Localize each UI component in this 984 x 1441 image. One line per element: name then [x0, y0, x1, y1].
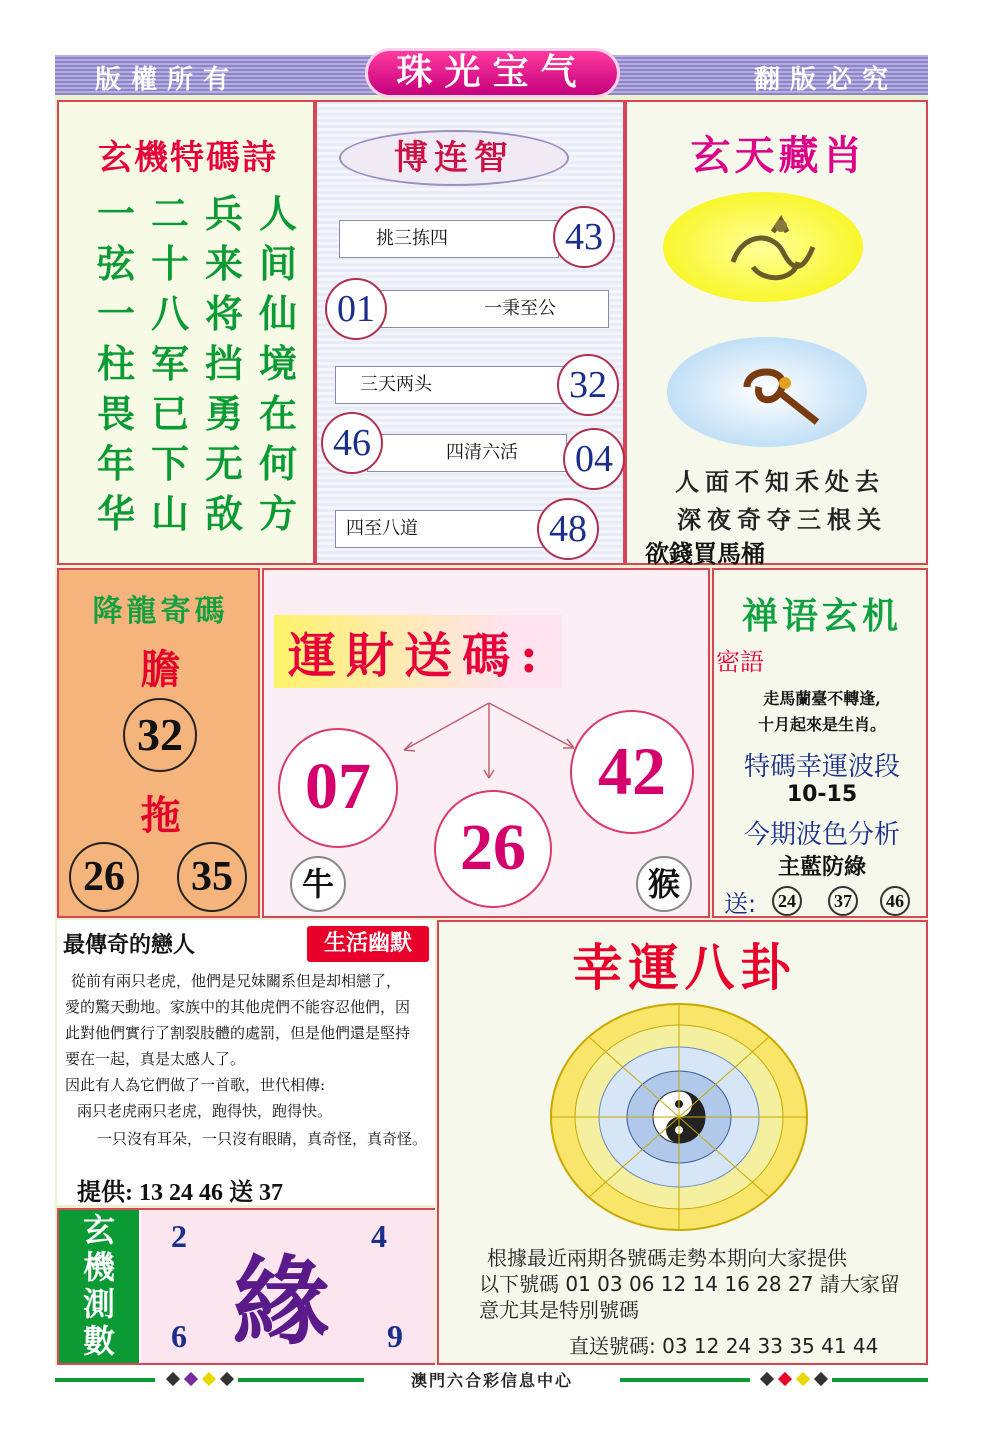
- idiom-text: 四清六活: [446, 442, 518, 463]
- number-circle: 42: [570, 710, 694, 834]
- chanyu-title: 禅语玄机: [741, 596, 902, 637]
- poem-char: 畏: [96, 392, 135, 436]
- send-number: 37: [828, 886, 858, 916]
- snake-icon: [667, 337, 867, 447]
- xuanji-number: 6: [171, 1318, 187, 1354]
- idiom-bar: [377, 290, 609, 328]
- number-circle: 32: [123, 698, 197, 772]
- verse-1: 走馬蘭臺不轉逢,: [763, 689, 881, 708]
- xuanji-inner: [141, 1210, 435, 1363]
- label-char: 測: [82, 1285, 115, 1323]
- yuncai-title: 運財送碼:: [274, 615, 562, 688]
- story-line: 因此有人為它們做了一首歌，世代相傳:: [65, 1076, 326, 1094]
- copyright-text: 版權所有: [95, 65, 240, 95]
- verse-2: 十月起來是生肖。: [757, 715, 886, 734]
- idiom-bar: [335, 366, 565, 404]
- xuanji-number: 4: [371, 1218, 387, 1254]
- story-line: 要在一起，真是太感人了。: [65, 1050, 246, 1068]
- label-char: 玄: [82, 1211, 115, 1249]
- xuantian-panel: [625, 100, 928, 568]
- footer-text: 澳門六合彩信息中心: [410, 1371, 573, 1390]
- poem-char: 人: [258, 192, 297, 236]
- number-circle: 07: [278, 728, 398, 848]
- center-character: 緣: [233, 1245, 329, 1358]
- hint-line-2: 深夜奇夺三根关: [677, 505, 887, 534]
- label-char: 數: [82, 1322, 115, 1360]
- poem-char: 境: [258, 342, 297, 386]
- zodiac-monkey: 猴: [636, 856, 692, 912]
- diamond-icon: [778, 1372, 792, 1386]
- poem-char: 已: [150, 392, 189, 436]
- story-badge: 生活幽默: [307, 926, 429, 962]
- idiom-text: 四至八道: [346, 518, 418, 539]
- diamond-icon: [760, 1372, 774, 1386]
- story-line: 愛的驚天動地。家族中的其他虎們不能容忍他們，因: [65, 998, 411, 1016]
- color-value: 主藍防綠: [777, 855, 866, 880]
- footer-line-right: [832, 1378, 928, 1382]
- poem-char: 弦: [96, 242, 135, 286]
- poem-char: 华: [96, 492, 135, 536]
- poem-char: 二: [150, 192, 189, 236]
- xuanji-number: 2: [171, 1218, 187, 1254]
- wave-label: 特碼幸運波段: [743, 752, 900, 782]
- poem-char: 来: [204, 242, 243, 286]
- poem-char: 一: [96, 292, 135, 336]
- jianglong-title: 降龍寄碼: [92, 594, 229, 629]
- diamond-icon: [814, 1372, 828, 1386]
- poem-char: 挡: [204, 342, 243, 386]
- story-line: 一只沒有耳朵，一只沒有眼睛，真奇怪，真奇怪。: [97, 1130, 428, 1148]
- diamond-icon: [166, 1372, 180, 1386]
- send-label: 送:: [724, 890, 757, 918]
- bolianzhi-panel: [315, 100, 625, 565]
- xuantian-title: 玄天藏肖: [690, 132, 867, 179]
- bagua-text-4: 直送號碼: 03 12 24 33 35 41 44: [569, 1334, 879, 1358]
- poem-char: 将: [204, 292, 243, 336]
- chanyu-panel: [712, 568, 928, 918]
- poem-char: 间: [258, 242, 297, 286]
- number-circle: 26: [69, 842, 139, 912]
- poem-char: 仙: [258, 292, 297, 336]
- hint-line-3: 欲錢買馬桶: [645, 539, 765, 568]
- xuanji-number: 9: [387, 1318, 403, 1354]
- number-circle: 26: [434, 790, 552, 908]
- diamond-icon: [796, 1372, 810, 1386]
- poem-panel: [57, 100, 315, 565]
- number-circle: 35: [177, 842, 247, 912]
- diamond-icon: [184, 1372, 198, 1386]
- wave-value: 10-15: [786, 782, 858, 807]
- number-circle: 04: [563, 428, 625, 490]
- number-circle: 48: [537, 498, 599, 560]
- bolianzhi-title: 博连智: [339, 130, 569, 186]
- story-line: 從前有兩只老虎，他們是兄妹關系但是却相戀了，: [71, 972, 402, 990]
- color-label: 今期波色分析: [743, 820, 900, 850]
- number-circle: 01: [325, 278, 387, 340]
- poem-char: 何: [258, 442, 297, 486]
- bagua-text-2: 以下號碼 01 03 06 12 14 16 28 27 請大家留: [479, 1272, 900, 1296]
- poem-char: 军: [150, 342, 189, 386]
- word-dan: 膽: [140, 646, 181, 693]
- diamond-icon: [202, 1372, 216, 1386]
- idiom-text: 三天两头: [360, 374, 432, 395]
- idiom-text: 挑三拣四: [376, 228, 448, 249]
- story-line: 兩只老虎兩只老虎，跑得快，跑得快。: [77, 1102, 333, 1120]
- xuanji-label: [59, 1210, 139, 1363]
- dragon-icon: [663, 192, 863, 302]
- poem-char: 方: [258, 492, 297, 536]
- poem-grid: [89, 194, 305, 534]
- number-circle: 43: [553, 206, 615, 268]
- hint-line-1: 人面不知禾处去: [675, 467, 885, 496]
- idiom-bar: [339, 220, 559, 258]
- poem-title: 玄機特碼詩: [98, 138, 278, 178]
- story-panel: [57, 920, 435, 1205]
- bagua-wheel-icon: [549, 1002, 809, 1232]
- send-number: 24: [772, 886, 802, 916]
- poem-char: 勇: [204, 392, 243, 436]
- page-title: 珠光宝气: [365, 48, 620, 98]
- number-circle: 46: [321, 412, 383, 474]
- bagua-text-1: 根據最近兩期各號碼走勢本期向大家提供: [487, 1246, 847, 1270]
- poem-char: 柱: [96, 342, 135, 386]
- story-title: 最傳奇的戀人: [63, 932, 196, 958]
- xuanji-panel: [57, 1208, 435, 1365]
- jianglong-panel: [57, 568, 260, 918]
- label-char: 機: [82, 1248, 115, 1286]
- footer-line-left: [55, 1378, 155, 1382]
- number-circle: 32: [557, 354, 619, 416]
- send-number: 46: [880, 886, 910, 916]
- poem-char: 下: [150, 442, 189, 486]
- poem-char: 十: [150, 242, 189, 286]
- poem-char: 兵: [204, 192, 243, 236]
- poem-char: 山: [150, 492, 189, 536]
- dragon-oval: [663, 192, 863, 302]
- idiom-text: 一秉至公: [484, 298, 556, 319]
- word-tuo: 拖: [140, 792, 181, 839]
- footer-line-mid-right: [620, 1378, 750, 1382]
- bagua-title: 幸運八卦: [572, 938, 797, 997]
- zodiac-ox: 牛: [290, 856, 346, 912]
- arrows-icon: [394, 698, 584, 788]
- bagua-panel: [437, 920, 928, 1365]
- poem-char: 无: [204, 442, 243, 486]
- snake-oval: [667, 337, 867, 447]
- idiom-bar: [367, 434, 567, 472]
- idiom-bar: [335, 510, 545, 548]
- diamond-icon: [220, 1372, 234, 1386]
- piracy-warning-text: 翻版必究: [753, 65, 898, 95]
- story-provide: 提供: 13 24 46 送 37: [77, 1180, 283, 1206]
- poem-char: 敌: [204, 492, 243, 536]
- poem-char: 在: [258, 392, 297, 436]
- footer-line-mid-left: [238, 1378, 364, 1382]
- poem-char: 一: [96, 192, 135, 236]
- miyu-label: 密語: [716, 648, 764, 676]
- bagua-text-3: 意尤其是特別號碼: [479, 1298, 639, 1322]
- poem-char: 年: [96, 442, 135, 486]
- poem-char: 八: [150, 292, 189, 336]
- story-line: 此對他們實行了割裂肢體的處罰，但是他們還是堅持: [65, 1024, 411, 1042]
- yuncai-panel: [262, 568, 710, 918]
